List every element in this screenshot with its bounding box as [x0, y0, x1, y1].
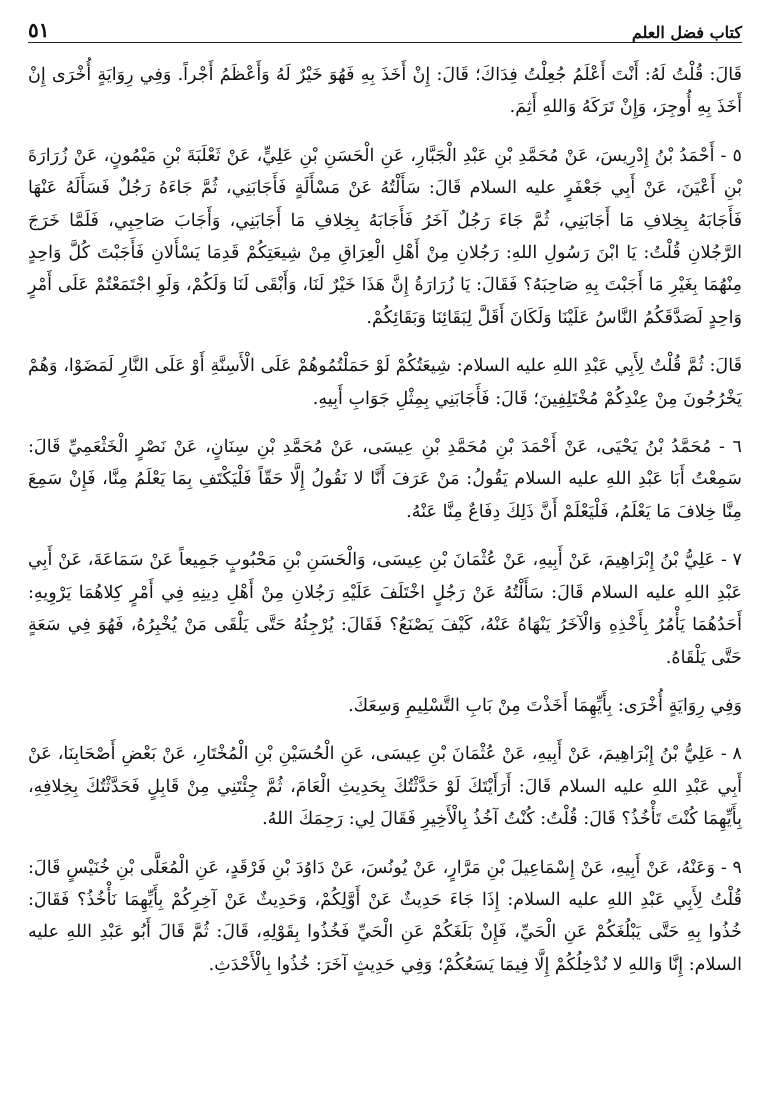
hadith-9: ٩ - وَعَنْهُ، عَنْ أَبِيهِ، عَنْ إِسْمَاعِيلَ بْنِ مَرَّارٍ، عَنْ يُونُسَ، عَنْ دَاوُدَ بْنِ فَرْقَدٍ، عَنِ الْمُعَلَّى بْنِ خُنَيْسٍ قَالَ: قُلْتُ لِأَبِي عَبْدِ اللهِ عليه السلام: إِذَا جَاءَ حَدِيثٌ عَنْ أَوَّلِكُمْ، وَحَدِيثٌ عَنْ آخِرِكُمْ بِأَيِّهِمَا نَأْخُذُ؟ فَقَالَ: خُذُوا بِهِ حَتَّى يَبْلُغَكُمْ عَنِ الْحَيِّ، فَإِنْ بَلَغَكُمْ عَنِ الْحَيِّ فَخُذُوا بِقَوْلِهِ، قَالَ: ثُمَّ قَالَ أَبُو عَبْدِ اللهِ عليه السلام: إِنَّا وَاللهِ لا نُدْخِلُكُمْ إِلَّا فِيمَا يَسَعُكُمْ؛ وَفِي حَدِيثٍ آخَرَ: خُذُوا بِالْأَحْدَثِ. [28, 857, 742, 975]
hadith-7: ٧ - عَلِيُّ بْنُ إِبْرَاهِيمَ، عَنْ أَبِيهِ، عَنْ عُثْمَانَ بْنِ عِيسَى، وَالْحَسَنِ بْنِ مَحْبُوبٍ جَمِيعاً عَنْ سَمَاعَةَ، عَنْ أَبِي عَبْدِ اللهِ عليه السلام قَالَ: سَأَلْتُهُ عَنْ رَجُلٍ اخْتَلَفَ عَلَيْهِ رَجُلانِ مِنْ أَهْلِ دِينِهِ فِي أَمْرٍ كِلاهُمَا يَرْوِيهِ: أَحَدُهُمَا يَأْمُرُ بِأَخْذِهِ وَالْآخَرُ يَنْهَاهُ عَنْهُ، كَيْفَ يَصْنَعُ؟ فَقَالَ: يُرْجِئُهُ حَتَّى يَلْقَى مَنْ يُخْبِرُهُ، فَهُوَ فِي سَعَةٍ حَتَّى يَلْقَاهُ. [28, 550, 742, 668]
hadith-7-variant: وَفِي رِوَايَةٍ أُخْرَى: بِأَيِّهِمَا أَخَذْتَ مِنْ بَابِ التَّسْلِيمِ وَسِعَكَ. [348, 695, 742, 716]
running-title: كتاب فضل العلم [631, 23, 742, 42]
paragraph-continuation: قَالَ: قُلْتُ لَهُ: أَنْتَ أَعْلَمُ جُعِلْتُ فِدَاكَ؛ قَالَ: إِنْ أَخَذَ بِهِ فَهُوَ خَيْرٌ لَهُ وَأَعْظَمُ أَجْراً. وَفِي رِوَايَةٍ أُخْرَى إِنْ أَخَذَ بِهِ أُوجِرَ، وَإِنْ تَرَكَهُ وَاللهِ أَثِمَ. [28, 65, 742, 118]
page-number: ٥١ [28, 18, 50, 42]
page-header [28, 8, 742, 43]
hadith-6: ٦ - مُحَمَّدُ بْنُ يَحْيَى، عَنْ أَحْمَدَ بْنِ مُحَمَّدِ بْنِ عِيسَى، عَنْ مُحَمَّدِ بْنِ سِنَانٍ، عَنْ نَصْرٍ الْخَثْعَمِيِّ قَالَ: سَمِعْتُ أَبَا عَبْدِ اللهِ عليه السلام يَقُولُ: مَنْ عَرَفَ أَنَّا لا نَقُولُ إِلَّا حَقّاً فَلْيَكْتَفِ بِمَا يَعْلَمُ مِنَّا، فَإِنْ سَمِعَ مِنَّا خِلافَ مَا يَعْلَمُ، فَلْيَعْلَمْ أَنَّ ذَلِكَ دِفَاعٌ مِنَّا عَنْهُ. [28, 437, 742, 522]
hadith-8: ٨ - عَلِيُّ بْنُ إِبْرَاهِيمَ، عَنْ أَبِيهِ، عَنْ عُثْمَانَ بْنِ عِيسَى، عَنِ الْحُسَيْنِ بْنِ الْمُخْتَارِ، عَنْ بَعْضِ أَصْحَابِنَا، عَنْ أَبِي عَبْدِ اللهِ عليه السلام قَالَ: أَرَأَيْتَكَ لَوْ حَدَّثْتُكَ بِحَدِيثِ الْعَامَ، ثُمَّ جِئْتَنِي مِنْ قَابِلٍ فَحَدَّثْتُكَ بِخِلافِهِ، بِأَيِّهِمَا كُنْتَ تَأْخُذُ؟ قَالَ: قُلْتُ: كُنْتُ آخُذُ بِالْأَخِيرِ فَقَالَ لِي: رَحِمَكَ اللهُ. [28, 744, 742, 830]
hadith-5: ٥ - أَحْمَدُ بْنُ إِدْرِيسَ، عَنْ مُحَمَّدِ بْنِ عَبْدِ الْجَبَّارِ، عَنِ الْحَسَنِ بْنِ عَلِيٍّ، عَنْ ثَعْلَبَةَ بْنِ مَيْمُونٍ، عَنْ زُرَارَةَ بْنِ أَعْيَنَ، عَنْ أَبِي جَعْفَرٍ عليه السلام قَالَ: سَأَلْتُهُ عَنْ مَسْأَلَةٍ فَأَجَابَنِي، ثُمَّ جَاءَهُ رَجُلٌ فَسَأَلَهُ عَنْهَا فَأَجَابَهُ بِخِلافِ مَا أَجَابَنِي، ثُمَّ جَاءَ رَجُلٌ آخَرُ فَأَجَابَهُ بِخِلافِ مَا أَجَابَنِي، وَأَجَابَ صَاحِبِي، فَلَمَّا خَرَجَ الرَّجُلانِ قُلْتُ: يَا ابْنَ رَسُولِ اللهِ: رَجُلانِ مِنْ أَهْلِ الْعِرَاقِ مِنْ شِيعَتِكُمْ قَدِمَا يَسْأَلانِ فَأَجَبْتَ كُلَّ وَاحِدٍ مِنْهُمَا بِغَيْرِ مَا أَجَبْتَ بِهِ صَاحِبَهُ؟ فَقَالَ: يَا زُرَارَةُ إِنَّ هَذَا خَيْرٌ لَنَا، وَأَبْقَى لَنَا وَلَكُمْ، وَلَوِ اجْتَمَعْتُمْ عَلَى أَمْرٍ وَاحِدٍ لَصَدَّقَكُمُ النَّاسُ عَلَيْنَا وَلَكَانَ أَقَلَّ لِبَقَائِنَا وَبَقَائِكُمْ. [28, 145, 742, 328]
page-body [28, 59, 742, 981]
hadith-5-addendum: قَالَ: ثُمَّ قُلْتُ لِأَبِي عَبْدِ اللهِ عليه السلام: شِيعَتُكُمْ لَوْ حَمَلْتُمُوهُمْ عَلَى الْأَسِنَّةِ أَوْ عَلَى النَّارِ لَمَضَوْا، وَهُمْ يَخْرُجُونَ مِنْ عِنْدِكُمْ مُخْتَلِفِينَ؛ قَالَ: فَأَجَابَنِي بِمِثْلِ جَوَابِ أَبِيهِ. [28, 356, 742, 409]
